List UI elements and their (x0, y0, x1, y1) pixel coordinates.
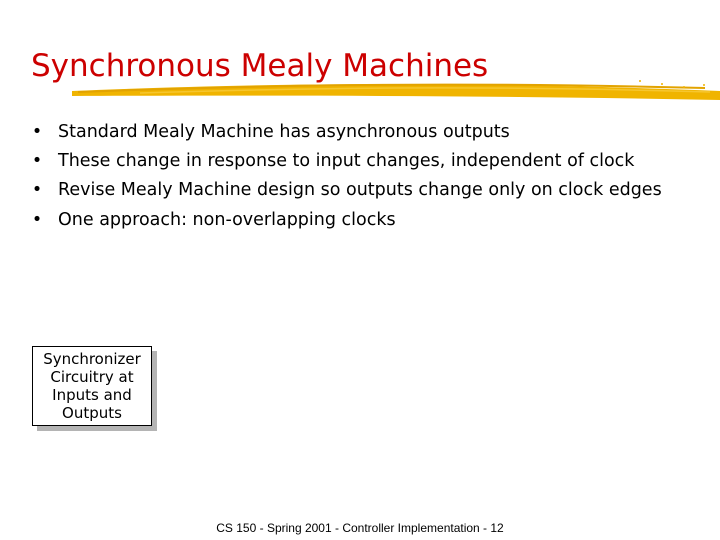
bullet-dot-icon: • (31, 180, 43, 200)
bullet-dot-icon: • (31, 151, 43, 171)
synchronizer-box (32, 346, 152, 426)
bullet-text: Standard Mealy Machine has asynchronous outputs (58, 122, 510, 142)
bullet-text: One approach: non-overlapping clocks (58, 210, 396, 230)
bullet-dot-icon: • (31, 122, 43, 142)
bullet-dot-icon: • (31, 210, 43, 230)
bullet-text: These change in response to input changes, independent of clock (58, 151, 635, 171)
slide-footer: CS 150 - Spring 2001 - Controller Implementation - 12 (216, 521, 504, 535)
slide-title: Synchronous Mealy Machines (31, 48, 489, 84)
synchronizer-box-label: Synchronizer Circuitry at Inputs and Outputs (43, 350, 141, 422)
bullet-text: Revise Mealy Machine design so outputs change only on clock edges (58, 180, 662, 200)
